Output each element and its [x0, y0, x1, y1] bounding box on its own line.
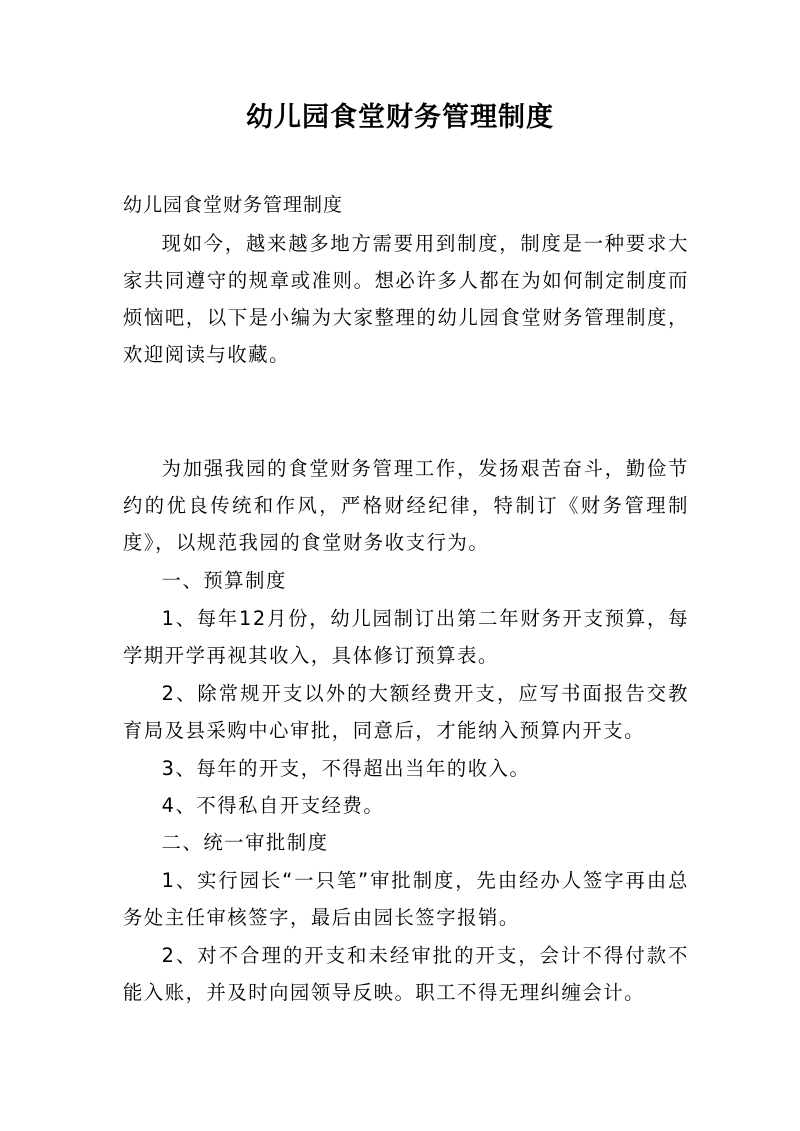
section-1-heading: 一、预算制度	[161, 569, 287, 592]
section-1-item-1: 1、每年12月份，幼儿园制订出第二年财务开支预算，每学期开学再视其收入，具体修订预算表。	[123, 607, 689, 667]
section-1-item-2: 2、除常规开支以外的大额经费开支，应写书面报告交教育局及县采购中心审批，同意后，才能纳入预算内开支。	[123, 682, 689, 742]
document-title: 幼儿园食堂财务管理制度	[246, 102, 554, 133]
section-2-item-2: 2、对不合理的开支和未经审批的开支，会计不得付款不能入账，并及时向园领导反映。职工不得无理纠缠会计。	[123, 944, 689, 1004]
section-1-item-4: 4、不得私自开支经费。	[161, 794, 385, 817]
section-2-heading: 二、统一审批制度	[161, 831, 329, 854]
intro-paragraph: 现如今，越来越多地方需要用到制度，制度是一种要求大家共同遵守的规章或准则。想必许多人都在为如何制定制度而烦恼吧，以下是小编为大家整理的幼儿园食堂财务管理制度，欢迎阅读与收藏。	[123, 232, 689, 366]
document-subheading: 幼儿园食堂财务管理制度	[123, 194, 344, 216]
section-1-item-3: 3、每年的开支，不得超出当年的收入。	[161, 757, 531, 780]
purpose-paragraph: 为加强我园的食堂财务管理工作，发扬艰苦奋斗，勤俭节约的优良传统和作风，严格财经纪律，特制订《财务管理制度》，以规范我园的食堂财务收支行为。	[123, 457, 689, 554]
section-2-item-1: 1、实行园长“一只笔”审批制度，先由经办人签字再由总务处主任审核签字，最后由园长签字报销。	[123, 869, 689, 929]
